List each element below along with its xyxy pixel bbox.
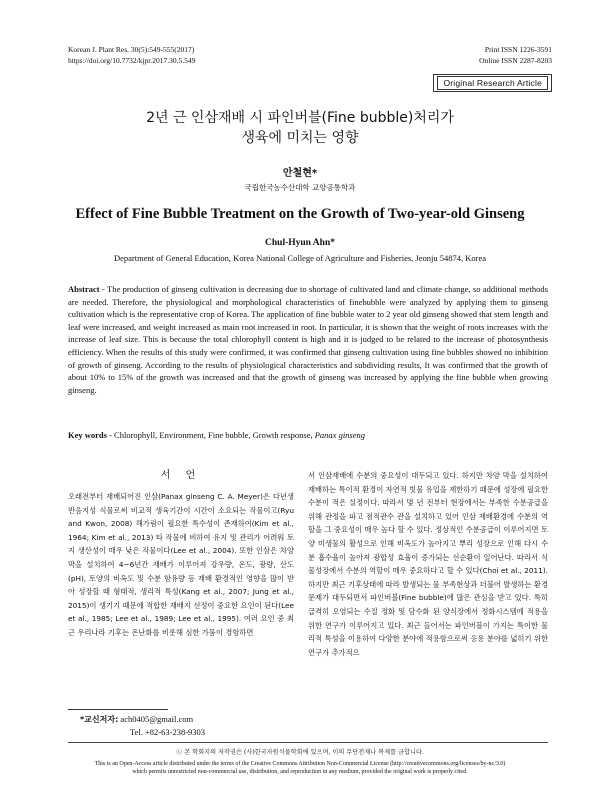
corresponding-author-footnote xyxy=(80,713,205,738)
section-heading-introduction: 서 언 xyxy=(160,470,202,481)
abstract-label: Abstract xyxy=(68,284,100,294)
doi-link[interactable]: https://doi.org/10.7732/kjpr.2017.30.5.549 xyxy=(68,56,196,65)
print-issn: Print ISSN 1226-3591 xyxy=(484,45,552,54)
korean-title xyxy=(0,108,600,148)
online-issn: Online ISSN 2287-8203 xyxy=(479,56,552,65)
keywords-label: Key words xyxy=(68,430,107,440)
license-line2: which permits unrestricted non-commercial use, distribution, and reproduction in any medium, provided the original work is properly cited. xyxy=(132,769,468,775)
footer-divider xyxy=(68,742,548,743)
intro-paragraph-left: 오래전부터 재배되어진 인삼(Panax ginseng C. A. Meyer)은 다년생 반음지성 식물로써 비교적 생육기간이 시간이 소요되는 작물이고(Ryu and Kwon, 2008) 해가림이 필요한 특수성이 존재하여(Kim et al., 1964; Kim et al., 2013) 타 작물에 비하여 유지 및 관리가 어려워 토지 생산성이 매우 낮은 작물이다(Lee et al., 2004). 또한 인삼은 차양 막을 설치하여 4~6년간 재배가 이루어져 강우량, 온도, 광량, 산도(pH), 토양의 비옥도 및 수분 함유량 등 재배 환경적인 영향을 많이 받아 성장할 때 형태적, 생리적 특성(Kang et al., 2007; Jung et al., 2015)이 생기기 때문에 적합한 재배지 선정이 중요한 요인이 된다(Lee et al., 1985; Lee et al., 1989; Lee et al., 1995). 여러 요인 중 최근 우리나라 기후는 온난화를 비롯해 심한 가뭄이 경험하면 xyxy=(68,492,294,637)
intro-paragraph-right: 서 인삼재배에 수분의 중요성이 대두되고 있다. 하지만 차양 막을 설치하여 재배하는 특이적 환경이 자연적 빗물 유입을 제한하기 때문에 성장에 필요한 수분이 적은 실정이다. 따라서 몇 년 전부터 현장에서는 부족한 수분공급을 위해 관정을 파고 점적관수 관을 설치하고 있어 인삼 재배환경에 수분의 역할을 그 중요성이 매우 높다 할 수 있다. 정상적인 수분공급이 이루어지면 토양 미생물의 활성으로 인해 비옥도가 높아지고 뿌리 성장으로 인해 다시 수분 흡수율이 높아져 광합성 효율이 증가되는 선순환이 일어난다. 따라서 식물성장에서 수분의 역할이 매우 중요하다고 할 수 있다(Choi et al., 2011). 하지만 최근 기후상태에 따라 발생되는 물 부족현상과 더불어 발생하는 환경문제가 대두되면서 파인버블(Fine bubble)에 많은 관심을 받고 있다. 특히 급격히 오염되는 수질 정화 및 담수화 된 양식장에서 정화시스템에 적용을 위한 연구가 이루어지고 있다. 최근 들어서는 파인버블이 가지는 특이한 물리적 특성을 이용하여 다양한 분야에 적용함으로써 응용 분야를 넓히기 위한 연구가 추가적으 xyxy=(308,471,548,657)
copyright-notice: ⓒ 본 학회지의 저작권은 (사)한국자원식물학회에 있으며, 이의 무단전재나 복제를 금합니다. xyxy=(176,749,424,756)
article-type-label: Original Research Article xyxy=(437,76,548,90)
abstract-text: - The production of ginseng cultivation is decreasing due to shortage of cultivated land and climate change, so additional methods are needed. Therefore, the physiological and morphological characteristics of finebubble were analyzed by applying them to ginseng cultivation which is the representative crop of Korea. The application of fine bubble water to 2 year old ginseng showed that stem length and leaf were increased, and weight increased as main root increased in root. In particular, it is shown that the weight of roots increases with the increase of leaf size. This is because the total chlorophyll content is high and it is judged to be related to the increase of photosynthesis efficiency. When the results of this study were confirmed, it was confirmed that ginseng cultivation using fine bubbles showed no inhibition of growth of ginseng. According to the results of physiological characteristics and subdividing results, It was confirmed that the growth of about 10% to 15% of the growth was increased and that the growth of ginseng was increased by applying the fine bubble when growing ginseng. xyxy=(68,284,548,395)
footnote-label: *교신저자: xyxy=(80,715,119,724)
article-type-badge xyxy=(433,74,552,92)
keywords-italic: Panax ginseng xyxy=(314,430,366,440)
license-line1: This is an Open-Access article distributed under the terms of the Creative Commons Attribution Non-Commercial License (http://creativecommons.org/licenses/by-nc/3.0) xyxy=(94,761,506,767)
body-column-right xyxy=(308,469,548,659)
korean-title-line2: 생육에 미치는 영향 xyxy=(241,130,359,146)
footnote-email[interactable]: ach0405@gmail.com xyxy=(118,714,194,724)
english-author: Chul-Hyun Ahn* xyxy=(265,238,335,248)
english-affiliation: Department of General Education, Korea National College of Agriculture and Fisheries, Jeonju 54874, Korea xyxy=(114,253,486,263)
footnote-divider xyxy=(68,709,168,710)
journal-citation xyxy=(68,44,195,66)
korean-author: 안철현* xyxy=(282,168,318,179)
journal-volume-line: Korean J. Plant Res. 30(5):549-555(2017) xyxy=(68,45,195,54)
body-column-left xyxy=(68,490,294,640)
issn-block xyxy=(479,44,552,66)
abstract xyxy=(68,283,548,396)
keywords-text: - Chlorophyll, Environment, Fine bubble, Growth response, xyxy=(106,430,315,440)
keywords xyxy=(68,429,548,441)
korean-affiliation: 국립한국농수산대학 교양공통학과 xyxy=(244,183,356,192)
license-notice xyxy=(40,760,560,776)
korean-title-line1: 2년 근 인삼재배 시 파인버블(Fine bubble)처리가 xyxy=(146,110,454,126)
footnote-tel: Tel. +82-63-238-9303 xyxy=(130,727,206,737)
english-title: Effect of Fine Bubble Treatment on the Growth of Two-year-old Ginseng xyxy=(75,206,525,222)
